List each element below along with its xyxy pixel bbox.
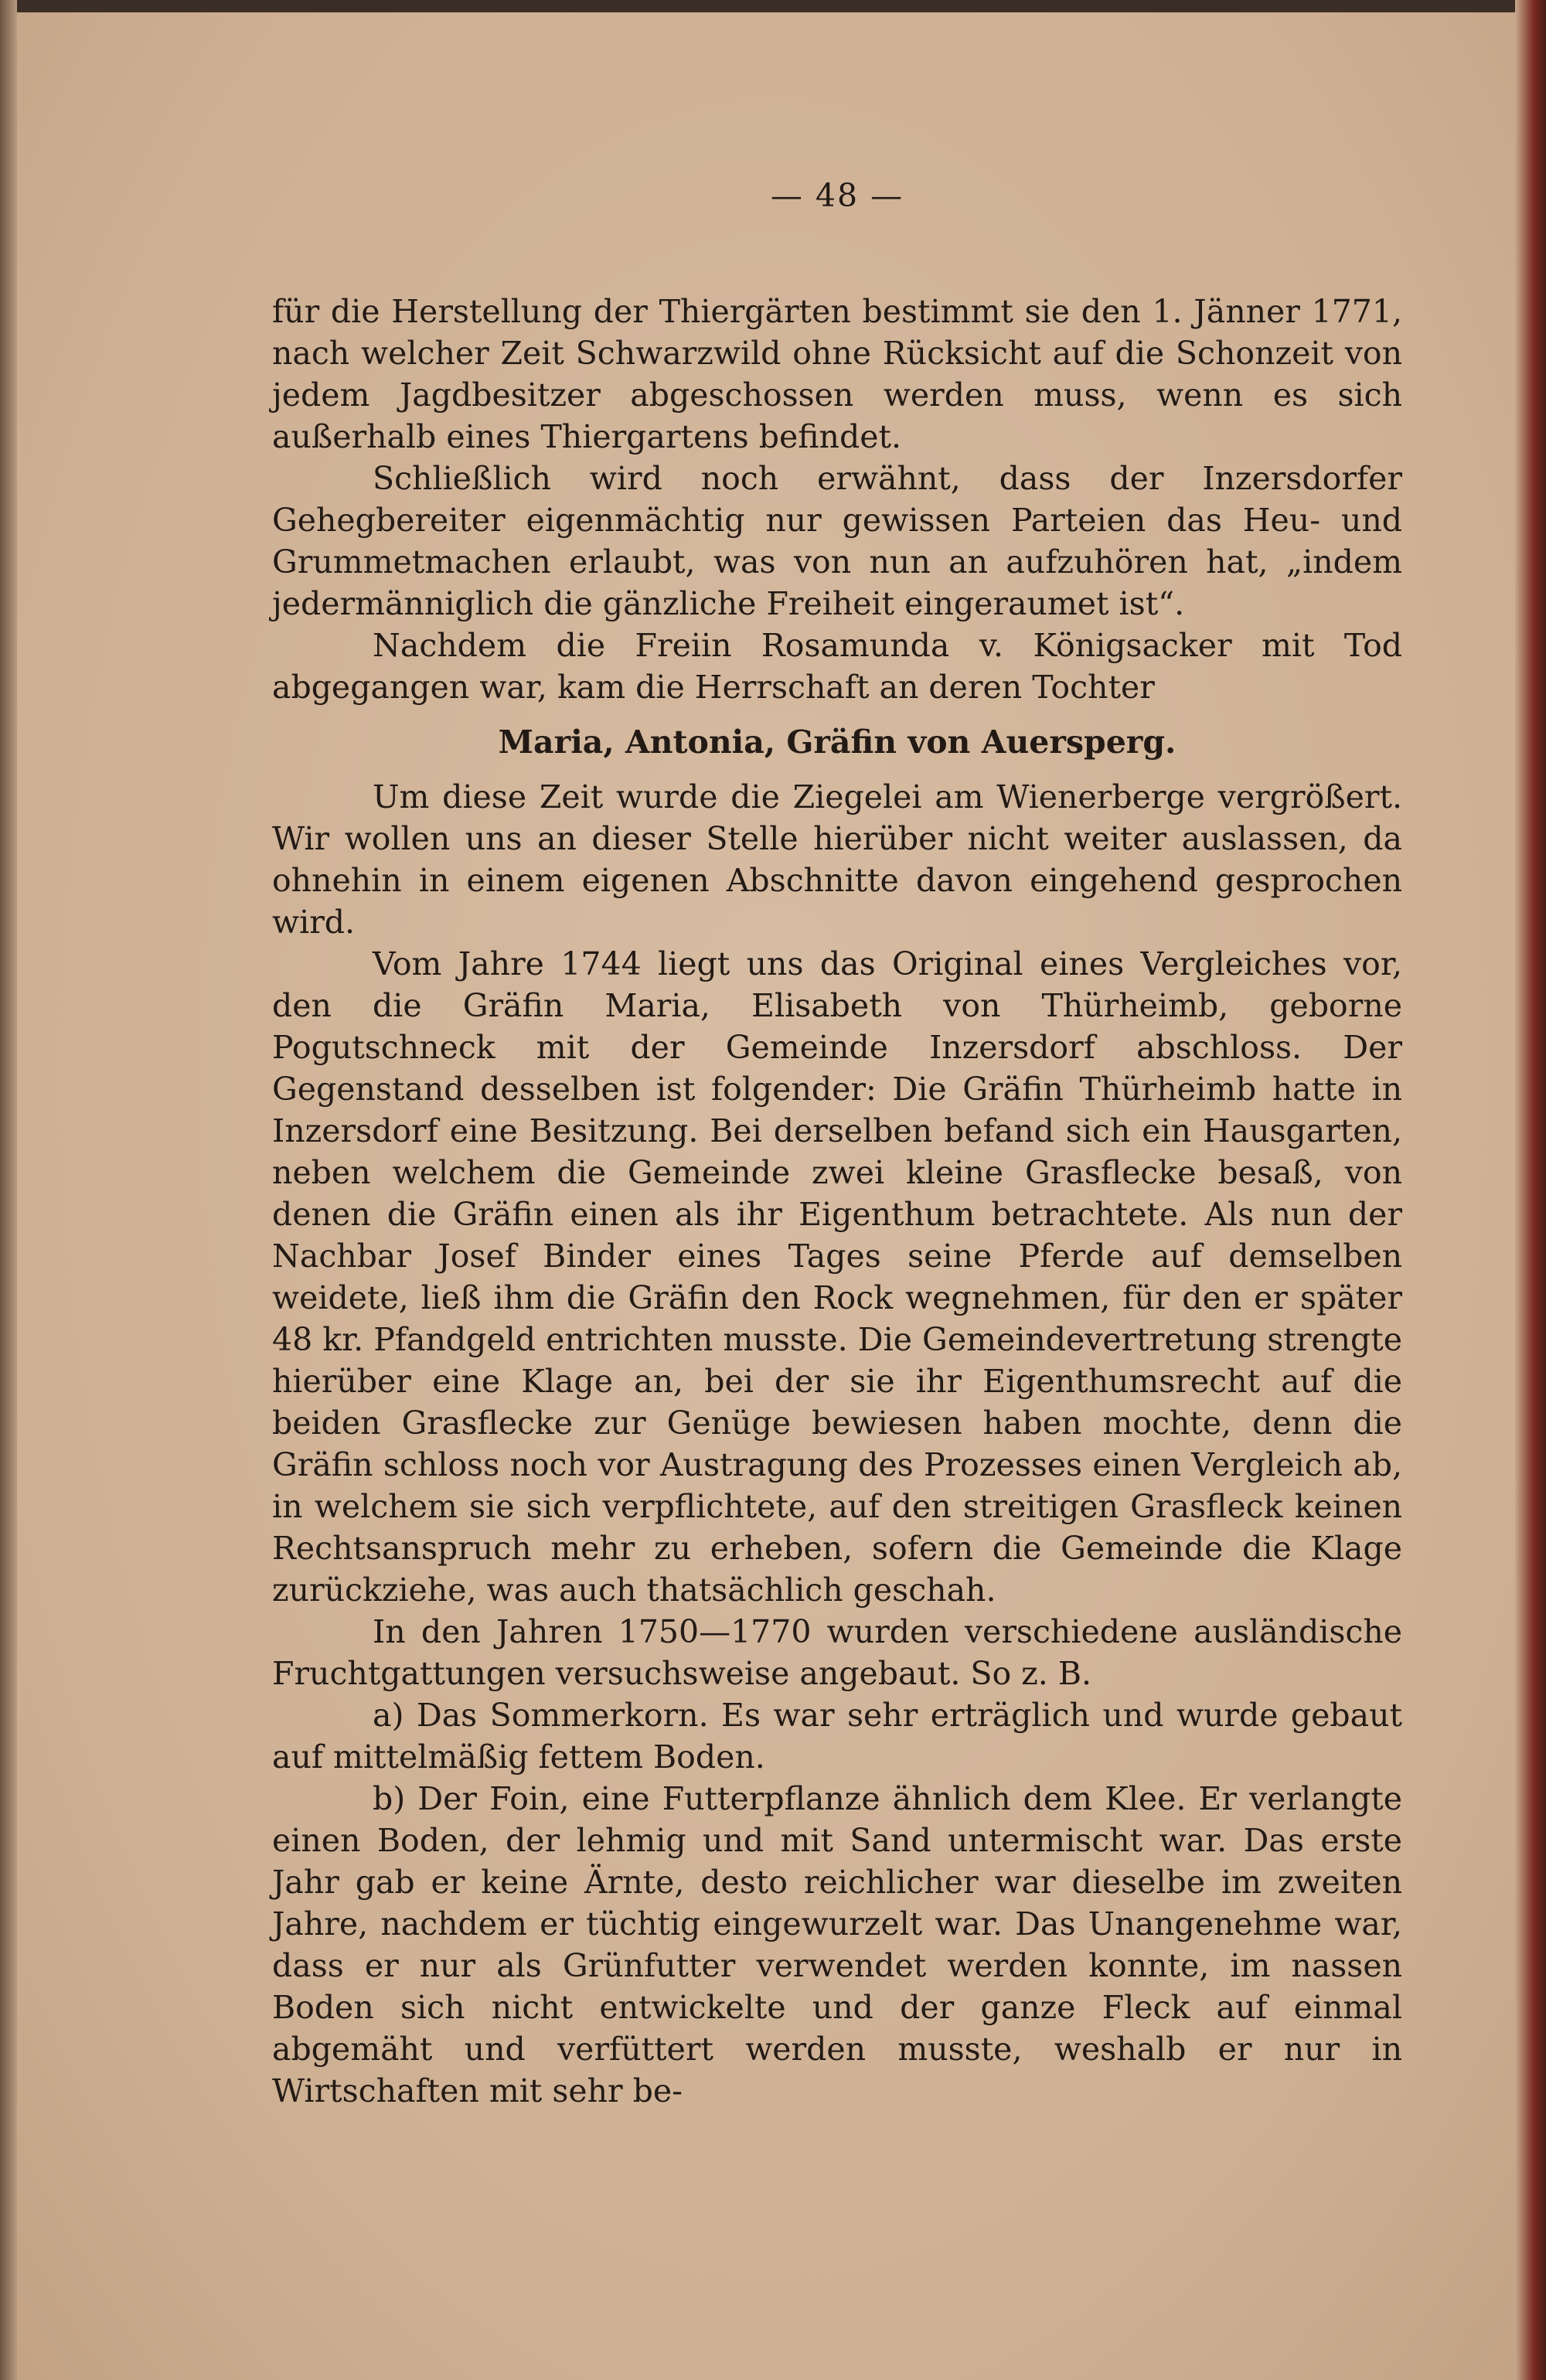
- book-cover-edge: [1515, 0, 1546, 2380]
- paragraph-1: für die Herstellung der Thiergärten bestimmt sie den 1. Jänner 1771, nach welcher Zeit Schwarzwild ohne Rücksicht auf die Schonzeit von jedem Jagdbesitzer abgeschossen werden muss, wenn es sich außerhalb eines Thiergartens befindet.: [272, 293, 1402, 455]
- page-left-edge: [0, 0, 17, 2380]
- paragraph-5: Vom Jahre 1744 liegt uns das Original eines Vergleiches vor, den die Gräfin Maria, Elisabeth von Thürheimb, geborne Pogutschneck mit der Gemeinde Inzersdorf abschloss. Der Gegenstand desselben ist folgender: Die Gräfin Thürheimb hatte in Inzersdorf eine Besitzung. Bei derselben befand sich ein Hausgarten, neben welchem die Gemeinde zwei kleine Grasflecke besaß, von denen die Gräfin einen als ihr Eigenthum betrachtete. Als nun der Nachbar Josef Binder eines Tages seine Pferde auf demselben weidete, ließ ihm die Gräfin den Rock wegnehmen, für den er später 48 kr. Pfandgeld entrichten musste. Die Gemeindevertretung strengte hierüber eine Klage an, bei der sie ihr Eigenthumsrecht auf die beiden Grasflecke zur Genüge bewiesen haben mochte, denn die Gräfin schloss noch vor Austragung des Prozesses einen Vergleich ab, in welchem sie sich verpflichtete, auf den streitigen Grasfleck keinen Rechtsanspruch mehr zu erheben, sofern die Gemeinde die Klage zurückziehe, was auch thatsächlich geschah.: [272, 945, 1402, 1609]
- page-number: — 48 —: [770, 177, 904, 214]
- section-heading: Maria, Antonia, Gräfin von Auersperg.: [498, 724, 1177, 761]
- paragraph-4: Um diese Zeit wurde die Ziegelei am Wienerberge vergrößert. Wir wollen uns an dieser Stelle hierüber nicht weiter auslassen, da ohnehin in einem eigenen Abschnitte davon eingehend gesprochen wird.: [272, 778, 1402, 941]
- paragraph-7: a) Das Sommerkorn. Es war sehr erträglich und wurde gebaut auf mittelmäßig fettem Boden.: [272, 1697, 1402, 1776]
- page-top-edge: [0, 0, 1546, 12]
- paragraph-6: In den Jahren 1750—1770 wurden verschiedene ausländische Fruchtgattungen versuchsweise angebaut. So z. B.: [272, 1613, 1402, 1692]
- paragraph-2: Schließlich wird noch erwähnt, dass der Inzersdorfer Gehegbereiter eigenmächtig nur gewissen Parteien das Heu- und Grummetmachen erlaubt, was von nun an aufzuhören hat, „indem jedermänniglich die gänzliche Freiheit eingeraumet ist“.: [272, 460, 1402, 622]
- paragraph-8: b) Der Foin, eine Futterpflanze ähnlich dem Klee. Er verlangte einen Boden, der lehmig und mit Sand untermischt war. Das erste Jahr gab er keine Ärnte, desto reichlicher war dieselbe im zweiten Jahre, nachdem er tüchtig eingewurzelt war. Das Unangenehme war, dass er nur als Grünfutter verwendet werden konnte, im nassen Boden sich nicht entwickelte und der ganze Fleck auf einmal abgemäht und verfüttert werden musste, weshalb er nur in Wirtschaften mit sehr be-: [272, 1780, 1402, 2109]
- page-text: [272, 175, 1402, 2112]
- paragraph-3: Nachdem die Freiin Rosamunda v. Königsacker mit Tod abgegangen war, kam die Herrschaft an deren Tochter: [272, 627, 1402, 706]
